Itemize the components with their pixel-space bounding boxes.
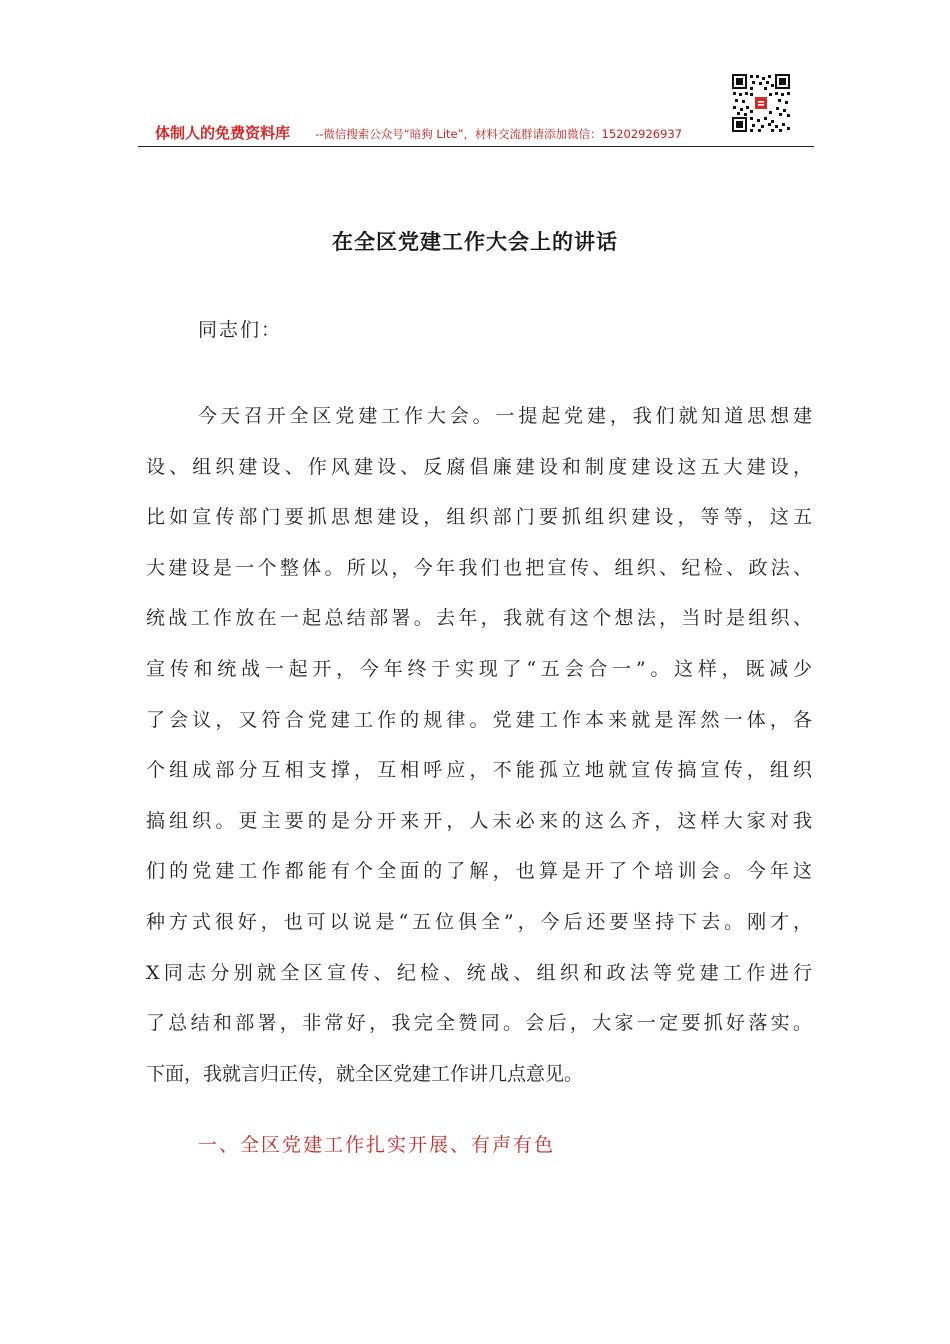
paragraph-line: 搞组织。更主要的是分开来开，人未必来的这么齐，这样大家对我 [146,809,812,832]
paragraph-line: 宣传和统战一起开，今年终于实现了“五会合一”。这样，既减少 [146,657,812,680]
paragraph-line: 大建设是一个整体。所以，今年我们也把宣传、组织、纪检、政法、 [146,556,812,579]
paragraph-line: X同志分别就全区宣传、纪检、统战、组织和政法等党建工作进行 [146,961,812,984]
paragraph-line: 比如宣传部门要抓思想建设，组织部门要抓组织建设，等等，这五 [146,506,812,529]
paragraph-line: 设、组织建设、作风建设、反腐倡廉建设和制度建设这五大建设， [146,455,812,478]
paragraph-line: 了总结和部署，非常好，我完全赞同。会后，大家一定要抓好落实。 [146,1012,812,1035]
paragraph-line: 下面，我就言归正传，就全区党建工作讲几点意见。 [146,1062,584,1085]
qr-code-icon [731,73,791,133]
document-title: 在全区党建工作大会上的讲话 [332,229,618,254]
page-header [138,120,814,147]
salutation: 同志们： [198,319,283,341]
section-heading: 一、全区党建工作扎实开展、有声有色 [198,1134,556,1156]
header-note: --微信搜索公众号“暗狗 Lite”，材料交流群请添加微信：15202926937 [315,127,683,141]
paragraph-line: 今天召开全区党建工作大会。一提起党建，我们就知道思想建 [198,405,812,427]
paragraph-line: 们的党建工作都能有个全面的了解，也算是开了个培训会。今年这 [146,860,812,883]
paragraph-line: 种方式很好，也可以说是“五位俱全”，今后还要坚持下去。刚才， [146,910,812,933]
header-brand: 体制人的免费资料库 [155,124,291,142]
body-paragraph [146,391,812,1099]
paragraph-line: 个组成部分互相支撑，互相呼应，不能孤立地就宣传搞宣传，组织 [146,759,812,782]
paragraph-line: 了会议，又符合党建工作的规律。党建工作本来就是浑然一体，各 [146,708,812,731]
paragraph-line: 统战工作放在一起总结部署。去年，我就有这个想法，当时是组织、 [146,607,812,630]
